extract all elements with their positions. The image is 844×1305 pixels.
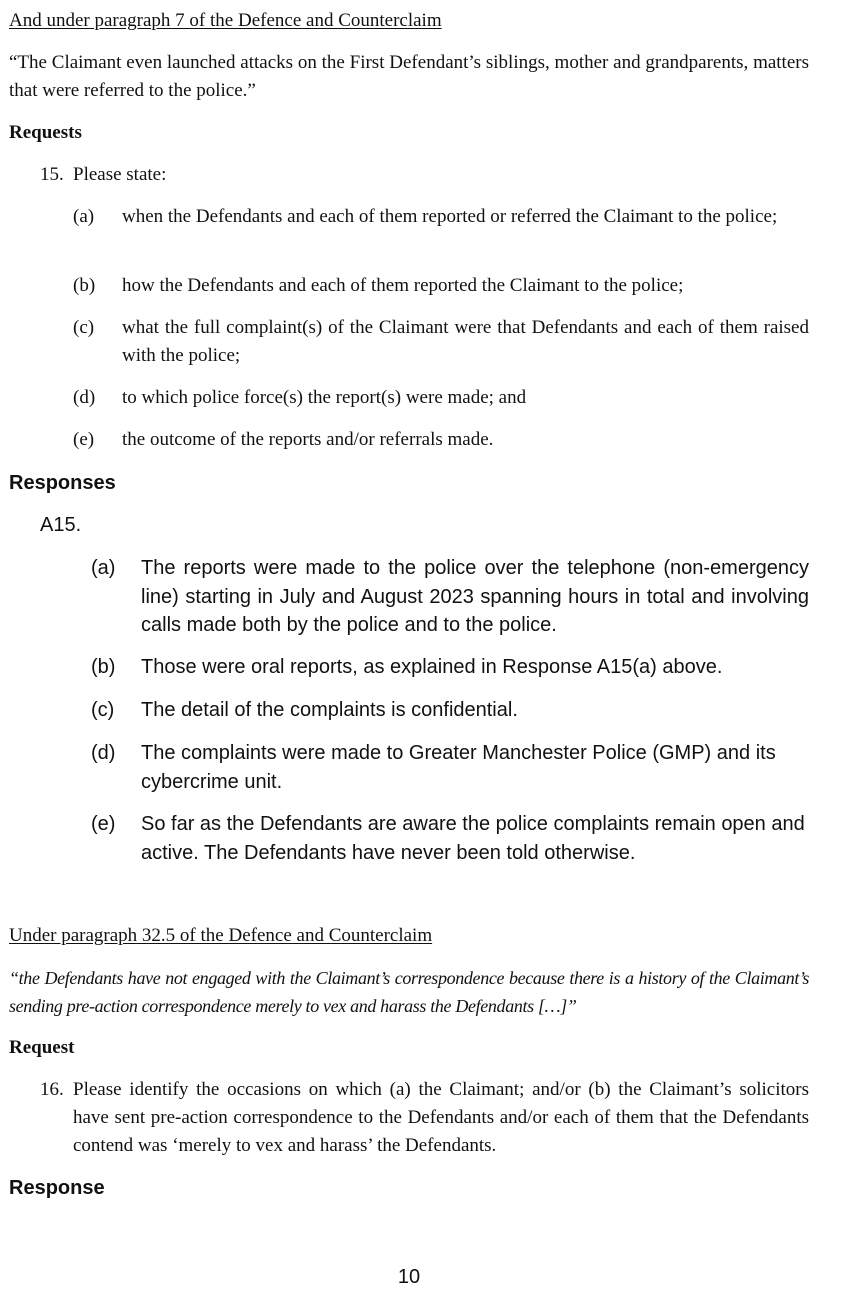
item-text-16: Please identify the occasions on which (a) the Claimant; and/or (b) the Claimant’s solicitors have sent pre-action correspondence to the Defendants and/or each of them that the Defendants contend was ‘merely to vex and harass’ the Defendants.: [73, 1079, 809, 1156]
subitem-label: (c): [73, 317, 95, 338]
subitem-label: (d): [73, 387, 96, 408]
answer-text: The reports were made to the police over the telephone (non-emergency line) starting in July and August 2023 spanning hours in total and involving calls made both by the police and to the police.: [141, 557, 809, 636]
subitem-label: (e): [73, 429, 95, 450]
answer-number-a15: A15.: [40, 514, 82, 536]
section-heading-para-32-5: Under paragraph 32.5 of the Defence and Counterclaim: [9, 925, 433, 946]
subitem-label: (b): [73, 275, 96, 296]
answer-label: (a): [91, 557, 116, 579]
subitem-text: to which police force(s) the report(s) were made; and: [122, 387, 527, 408]
answer-text: The complaints were made to Greater Manchester Police (GMP) and its cybercrime unit.: [141, 742, 776, 793]
answer-label: (d): [91, 742, 116, 764]
section-heading-para-7: And under paragraph 7 of the Defence and Counterclaim: [9, 10, 442, 31]
answer-text: The detail of the complaints is confidential.: [141, 699, 518, 721]
subitem-text: the outcome of the reports and/or referrals made.: [122, 429, 494, 450]
subitem-text: how the Defendants and each of them reported the Claimant to the police;: [122, 275, 684, 296]
answer-label: (c): [91, 699, 115, 721]
item-number-15: 15.: [40, 164, 64, 185]
request-heading: Request: [9, 1037, 75, 1058]
quote-para-32-5: “the Defendants have not engaged with the Claimant’s correspondence because there is a history of the Claimant’s sending pre-action correspondence merely to vex and harass the Defendants […]”: [9, 968, 809, 1016]
responses-heading: Responses: [9, 472, 116, 494]
subitem-label: (a): [73, 206, 95, 227]
subitem-text: when the Defendants and each of them reported or referred the Claimant to the police;: [122, 206, 778, 227]
subitem-text: what the full complaint(s) of the Claimant were that Defendants and each of them raised with the police;: [122, 317, 809, 366]
item-text-15: Please state:: [73, 164, 167, 185]
requests-heading: Requests: [9, 122, 82, 143]
response-heading: Response: [9, 1177, 105, 1199]
item-number-16: 16.: [40, 1079, 64, 1100]
quote-para-7: “The Claimant even launched attacks on the First Defendant’s siblings, mother and grandparents, matters that were referred to the police.”: [9, 52, 809, 101]
answer-label: (b): [91, 656, 116, 678]
page-number: 10: [397, 1266, 421, 1288]
answer-text: So far as the Defendants are aware the police complaints remain open and active. The Defendants have never been told otherwise.: [141, 813, 805, 864]
answer-text: Those were oral reports, as explained in Response A15(a) above.: [141, 656, 723, 678]
answer-label: (e): [91, 813, 116, 835]
